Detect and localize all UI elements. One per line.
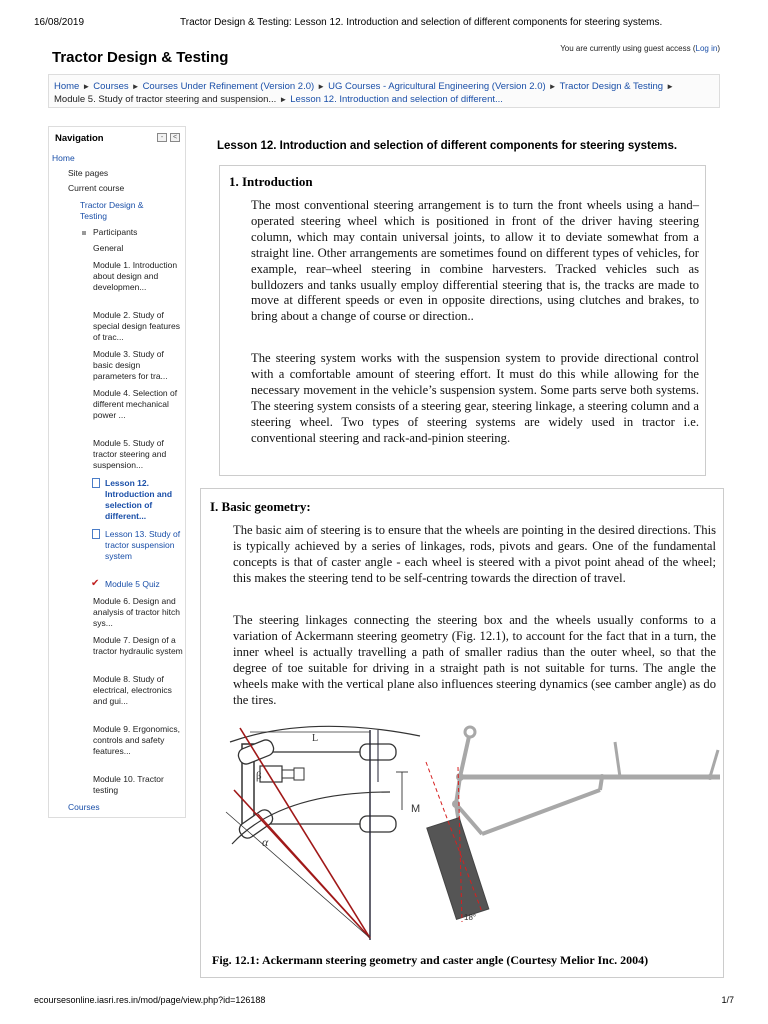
quiz-icon: ✔ [91,578,100,589]
nav-module-5-quiz[interactable]: Module 5 Quiz [105,579,160,589]
nav-courses[interactable]: Courses [68,802,100,812]
navigation-block [48,126,186,818]
breadcrumb-courses[interactable]: Courses [93,81,129,92]
nav-general[interactable]: General [93,243,124,253]
nav-home[interactable]: Home [52,153,75,163]
login-info: You are currently using guest access (Log in) [560,44,720,53]
breadcrumb: Home ► Courses ► Courses Under Refinement (Version 2.0) ► UG Courses - Agricultural Engineering (Version 2.0) ► Tractor Design & Testing ► Module 5. Study of tractor steering and suspension... ► Lesson 12. Introduction and selection of different... [48,74,720,108]
intro-heading: 1. Introduction [229,174,313,189]
login-link[interactable]: Log in [695,44,718,53]
label-18-degrees: 18° [464,913,477,922]
label-L: L [312,733,319,744]
nav-module-9[interactable]: Module 9. Ergonomics, controls and safety features... [93,724,180,756]
print-date: 16/08/2019 [34,17,85,28]
introduction-box [219,165,706,476]
label-beta: β [256,770,262,782]
breadcrumb-refinement[interactable]: Courses Under Refinement (Version 2.0) [142,81,315,92]
lesson-title: Lesson 12. Introduction and selection of different components for steering systems. [217,140,678,152]
ackermann-diagram [226,726,420,940]
page-icon [92,529,100,539]
geometry-paragraph-2: The steering linkages connecting the steering box and the wheels usually conforms to a variation of Ackermann steering geometry (Fig. 12.1), to account for the fact that in a turn, the inner wheel is actually travelling a path of smaller radius than the outer wheel, so that the degree of toe suitable for driving in a straight path is not suitable for turns. The angle the wheels make with the vertical plane also influences steering dynamics (see camber angle) as do the tires. [233,613,716,707]
breadcrumb-ug-courses[interactable]: UG Courses - Agricultural Engineering (Version 2.0) [328,81,546,92]
figure-caption: Fig. 12.1: Ackermann steering geometry and caster angle (Courtesy Melior Inc. 2004) [212,953,649,967]
nav-module-6[interactable]: Module 6. Design and analysis of tractor hitch sys... [93,596,180,628]
collapse-icon[interactable]: - [157,133,167,142]
nav-module-3[interactable]: Module 3. Study of basic design parameters for tra... [93,349,168,381]
breadcrumb-module: Module 5. Study of tractor steering and suspension... [54,94,277,105]
geometry-heading: I. Basic geometry: [210,499,311,514]
nav-module-1[interactable]: Module 1. Introduction about design and developmen... [93,260,178,292]
breadcrumb-course[interactable]: Tractor Design & Testing [559,81,664,92]
nav-course[interactable]: Tractor Design & Testing [80,200,144,221]
print-title: Tractor Design & Testing: Lesson 12. Introduction and selection of different components for steering systems. [180,17,663,28]
intro-paragraph-1: The most conventional steering arrangement is to turn the front wheels using a hand–operated steering wheel which is positioned in front of the driver having steering column, which may contain universal joints, to allow it to deviate somewhat from a straight line. Other arrangements are sometimes found on different types of vehicles, for example, rear–wheel steering in combine harvesters. Tracked vehicles such as bulldozers and tanks usually employ differential steering that is, the tracks are made to move at different speeds or even in opposite directions, using clutches and brakes, to bring about a change of course or direction.. [251,198,699,324]
caster-diagram [396,727,720,922]
page-icon [92,478,100,488]
breadcrumb-lesson[interactable]: Lesson 12. Introduction and selection of different... [290,94,503,105]
breadcrumb-home[interactable]: Home [54,81,80,92]
label-M: M [411,803,421,815]
nav-module-4[interactable]: Module 4. Selection of different mechanical power ... [93,388,178,420]
label-alpha: α [262,835,269,849]
nav-participants[interactable]: Participants [93,227,138,237]
print-footer-page: 1/7 [721,995,734,1005]
nav-current-course[interactable]: Current course [68,183,125,193]
nav-site-pages[interactable]: Site pages [68,168,109,178]
nav-module-10[interactable]: Module 10. Tractor testing [93,774,164,795]
nav-module-8[interactable]: Module 8. Study of electrical, electronics and gui... [93,674,172,706]
nav-lesson-13[interactable]: Lesson 13. Study of tractor suspension system [105,529,181,561]
ackermann-figure [220,722,720,944]
geometry-paragraph-1: The basic aim of steering is to ensure that the wheels are pointing in the desired directions. This is typically achieved by a series of linkages, rods, pivots and gears. One of the fundamental concepts is that of caster angle - each wheel is steered with a pivot point ahead of the wheel; this makes the steering tend to be self-centring towards the direction of travel. [233,523,716,585]
nav-module-2[interactable]: Module 2. Study of special design features of trac... [93,310,180,342]
intro-paragraph-2: The steering system works with the suspension system to provide directional control with a comfortable amount of steering effort. It must do this while allowing for the necessary movement in the vehicle’s suspension system. Some parts serve both systems. The steering system consists of a steering gear, steering linkage, a steering column and a steering wheel. Two types of steering systems are widely used in tractor i.e. conventional steering and rack-and-pinion steering. [251,351,699,445]
nav-module-5[interactable]: Module 5. Study of tractor steering and suspension... [93,438,167,470]
dock-icon[interactable]: < [170,133,180,142]
navigation-title: Navigation [55,133,104,144]
bullet-icon [82,231,86,235]
site-title[interactable]: Tractor Design & Testing [52,49,229,66]
nav-module-7[interactable]: Module 7. Design of a tractor hydraulic system [93,635,183,656]
print-footer-url: ecoursesonline.iasri.res.in/mod/page/view.php?id=126188 [34,995,266,1005]
nav-lesson-12[interactable]: Lesson 12. Introduction and selection of different... [105,478,173,521]
